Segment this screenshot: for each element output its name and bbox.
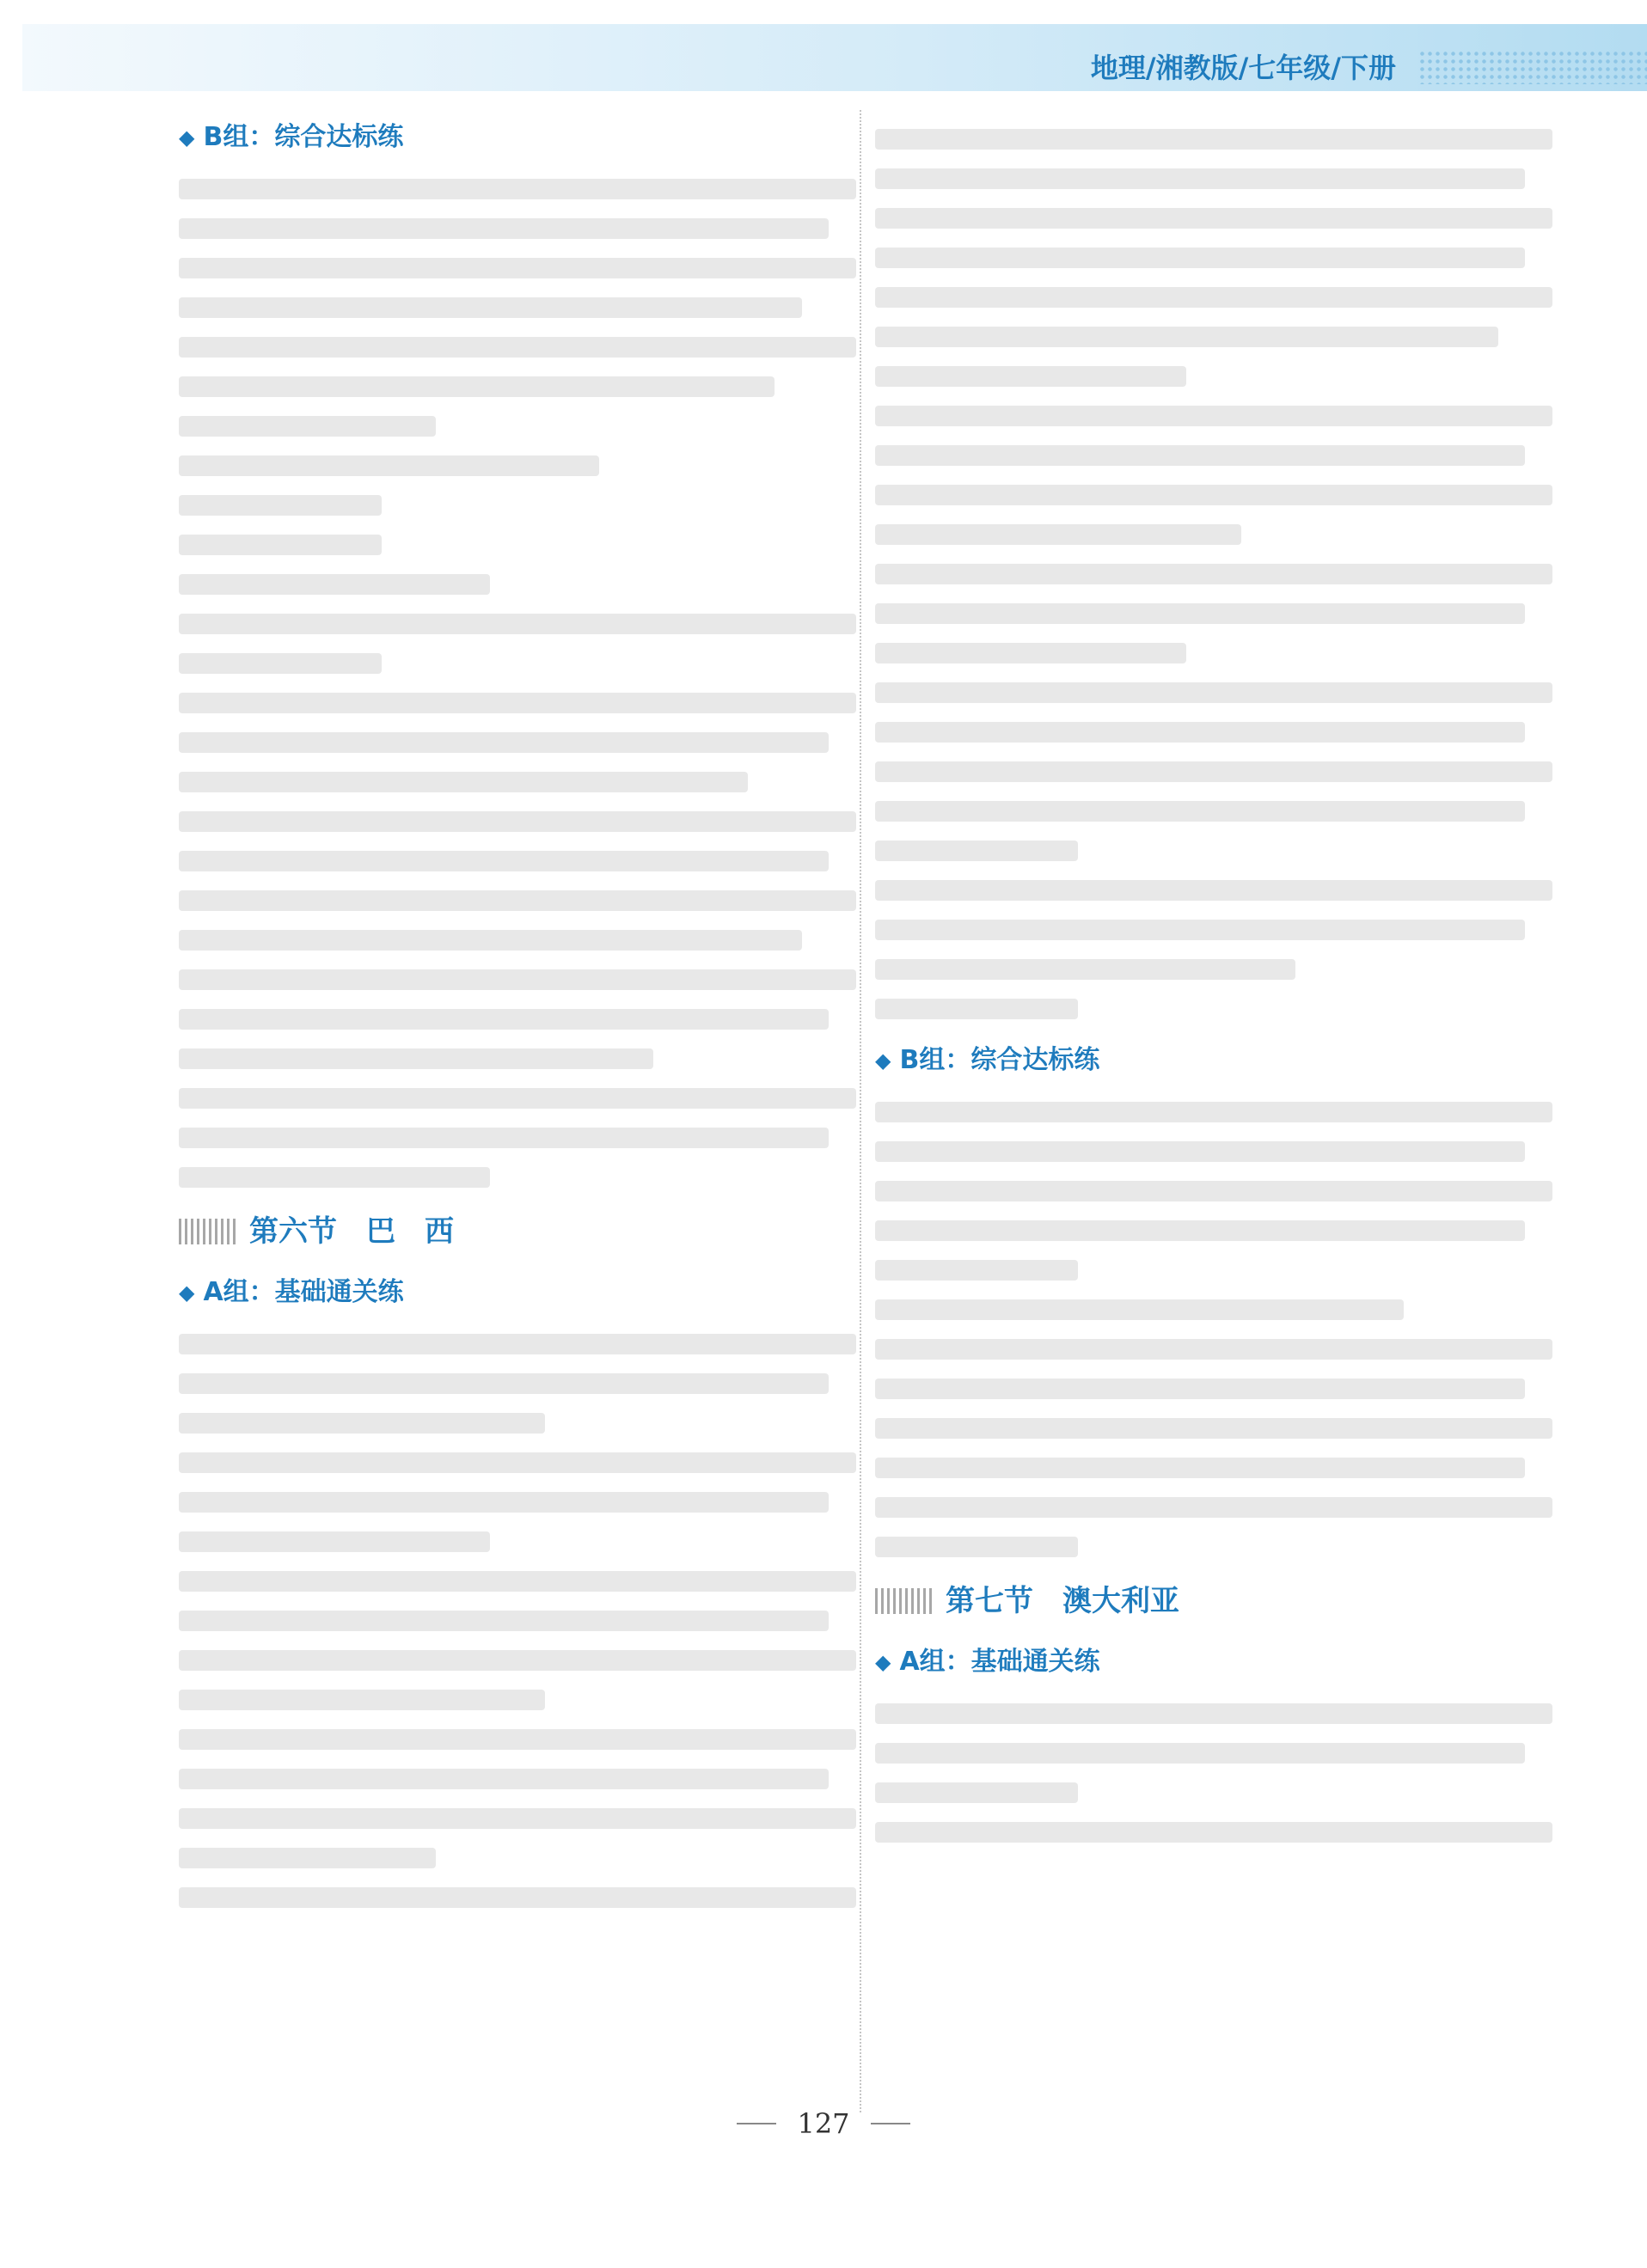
text-placeholder xyxy=(179,1531,490,1552)
text-placeholder xyxy=(875,366,1186,387)
group-heading xyxy=(179,1270,856,1315)
text-placeholder xyxy=(875,1418,1552,1439)
text-placeholder xyxy=(179,890,856,911)
text-placeholder xyxy=(875,168,1525,189)
text-placeholder xyxy=(179,535,382,555)
group-heading xyxy=(179,115,856,160)
text-placeholder xyxy=(179,218,829,239)
text-placeholder xyxy=(179,1690,545,1710)
footer-dash xyxy=(871,2123,910,2124)
section-heading-label: 第七节 澳大利亚 xyxy=(946,1584,1179,1618)
text-placeholder xyxy=(179,1334,856,1354)
text-placeholder xyxy=(875,248,1525,268)
group-heading-label: A组：基础通关练 xyxy=(203,1277,404,1307)
header-dot-pattern xyxy=(1418,50,1647,84)
text-placeholder xyxy=(179,1048,653,1069)
text-placeholder xyxy=(875,1822,1552,1843)
text-placeholder xyxy=(875,761,1552,782)
text-placeholder xyxy=(179,772,748,792)
text-placeholder xyxy=(875,1260,1078,1281)
text-placeholder xyxy=(179,693,856,713)
text-placeholder xyxy=(875,1703,1552,1724)
text-placeholder xyxy=(179,1452,856,1473)
text-placeholder xyxy=(179,416,436,437)
text-placeholder xyxy=(179,337,856,358)
text-placeholder xyxy=(179,574,490,595)
text-placeholder xyxy=(179,1611,829,1631)
text-placeholder xyxy=(179,1088,856,1109)
column-divider xyxy=(860,110,861,2112)
page-header-title: 地理/湘教版/七年级/下册 xyxy=(1090,52,1396,84)
text-placeholder xyxy=(179,1887,856,1908)
text-placeholder xyxy=(875,208,1552,229)
text-placeholder xyxy=(179,1373,829,1394)
text-placeholder xyxy=(875,129,1552,150)
text-placeholder xyxy=(875,1458,1525,1478)
left-column xyxy=(179,110,856,2112)
text-placeholder xyxy=(179,1009,829,1030)
text-placeholder xyxy=(875,801,1525,822)
text-placeholder xyxy=(179,1128,829,1148)
text-placeholder xyxy=(875,1220,1525,1241)
section-heading-label: 第六节 巴 西 xyxy=(249,1214,454,1249)
text-placeholder xyxy=(179,376,775,397)
group-heading-label: B组：综合达标练 xyxy=(203,122,404,152)
text-placeholder xyxy=(179,851,829,871)
text-placeholder xyxy=(179,1492,829,1513)
text-placeholder xyxy=(875,287,1552,308)
striped-bar-icon xyxy=(179,1219,239,1244)
text-placeholder xyxy=(875,999,1078,1019)
group-heading-label: B组：综合达标练 xyxy=(899,1045,1100,1075)
text-placeholder xyxy=(179,179,856,199)
page-number: 127 xyxy=(797,2107,850,2140)
section-heading xyxy=(875,1576,1552,1626)
group-heading xyxy=(875,1640,1552,1684)
text-placeholder xyxy=(179,732,829,753)
diamond-icon: ◆ xyxy=(179,125,195,150)
text-placeholder xyxy=(179,1808,856,1829)
diamond-icon: ◆ xyxy=(875,1048,891,1073)
text-placeholder xyxy=(179,1167,490,1188)
text-placeholder xyxy=(875,1181,1552,1201)
text-placeholder xyxy=(179,1848,436,1868)
text-placeholder xyxy=(875,643,1186,663)
text-placeholder xyxy=(875,603,1525,624)
text-placeholder xyxy=(875,524,1241,545)
text-placeholder xyxy=(179,495,382,516)
diamond-icon: ◆ xyxy=(179,1281,195,1305)
text-placeholder xyxy=(875,841,1078,861)
text-placeholder xyxy=(875,406,1552,426)
text-placeholder xyxy=(875,682,1552,703)
text-placeholder xyxy=(875,1743,1525,1764)
header-band xyxy=(22,24,1647,91)
group-heading-label: A组：基础通关练 xyxy=(899,1647,1100,1677)
text-placeholder xyxy=(179,811,856,832)
text-placeholder xyxy=(875,920,1525,940)
striped-bar-icon xyxy=(875,1588,935,1614)
text-placeholder xyxy=(875,327,1498,347)
text-placeholder xyxy=(179,653,382,674)
text-placeholder xyxy=(875,959,1295,980)
text-placeholder xyxy=(875,1379,1525,1399)
text-placeholder xyxy=(179,969,856,990)
group-heading xyxy=(875,1038,1552,1083)
text-placeholder xyxy=(875,445,1525,466)
text-placeholder xyxy=(179,1729,856,1750)
text-placeholder xyxy=(875,1141,1525,1162)
text-placeholder xyxy=(179,1650,856,1671)
page-footer xyxy=(0,2107,1647,2140)
text-placeholder xyxy=(179,297,802,318)
text-placeholder xyxy=(875,880,1552,901)
section-heading xyxy=(179,1207,856,1256)
text-placeholder xyxy=(875,1497,1552,1518)
diamond-icon: ◆ xyxy=(875,1650,891,1674)
text-placeholder xyxy=(179,1769,829,1789)
right-column xyxy=(875,110,1552,2112)
text-placeholder xyxy=(875,1537,1078,1557)
text-placeholder xyxy=(179,455,599,476)
text-placeholder xyxy=(179,1571,856,1592)
text-placeholder xyxy=(179,1413,545,1434)
text-placeholder xyxy=(875,1299,1404,1320)
text-placeholder xyxy=(179,258,856,278)
text-placeholder xyxy=(875,1339,1552,1360)
text-placeholder xyxy=(179,930,802,951)
text-placeholder xyxy=(875,1102,1552,1122)
text-placeholder xyxy=(875,564,1552,584)
text-placeholder xyxy=(875,485,1552,505)
text-placeholder xyxy=(179,614,856,634)
footer-dash xyxy=(737,2123,776,2124)
text-placeholder xyxy=(875,722,1525,743)
text-placeholder xyxy=(875,1782,1078,1803)
